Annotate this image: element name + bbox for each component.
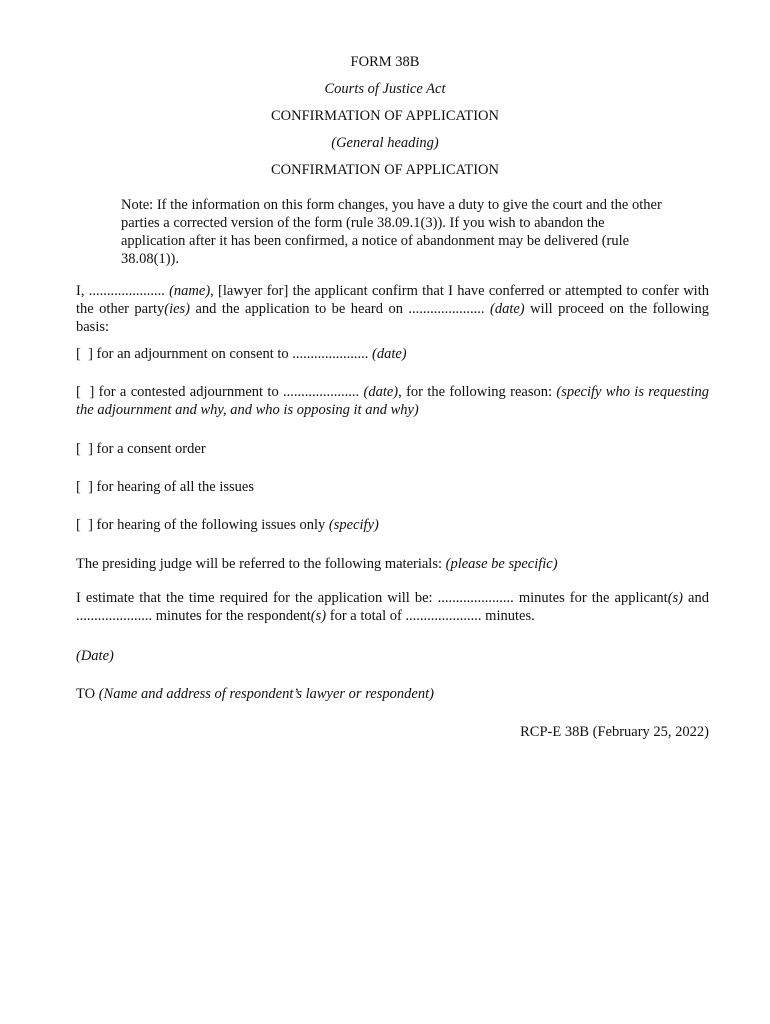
option-following-issues: [ ] for hearing of the following issues only (specify) [76, 517, 379, 533]
checkbox-consent-order[interactable]: [ ] [76, 441, 93, 457]
form-title: CONFIRMATION OF APPLICATION [271, 108, 499, 124]
checkbox-all-issues[interactable]: [ ] [76, 479, 93, 495]
date-placeholder: (date) [490, 301, 525, 317]
to-line: TO (Name and address of respondent’s lawyer or respondent) [76, 686, 434, 702]
general-heading: (General heading) [331, 135, 439, 151]
change-note: Note: If the information on this form changes, you have a duty to give the court and the other parties a corrected version of the form (rule 38.09.1(3)). If you wish to abandon the application after it has been confirmed, a notice of abandonment may be delivered (rule 38.08(1)). [121, 197, 662, 267]
option-adjournment-consent: [ ] for an adjournment on consent to ..................... (date) [76, 346, 407, 362]
checkbox-contested-adjournment[interactable]: [ ] [76, 384, 95, 400]
act-name: Courts of Justice Act [324, 81, 446, 97]
form-footer-code: RCP-E 38B (February 25, 2022) [520, 724, 709, 740]
option-all-issues: [ ] for hearing of all the issues [76, 479, 254, 495]
checkbox-following-issues[interactable]: [ ] [76, 517, 93, 533]
option-contested-adjournment: [ ] for a contested adjournment to ..................... (date), for the following reason: (specify who is requesting the adjournment and why, and who is opposing it and why) [76, 384, 709, 418]
option-consent-order: [ ] for a consent order [76, 441, 206, 457]
form-number: FORM 38B [350, 54, 420, 70]
materials-line: The presiding judge will be referred to the following materials: (please be specific) [76, 556, 558, 572]
name-placeholder: (name) [169, 283, 211, 299]
confirmation-paragraph: I, ..................... (name), [lawyer for] the applicant confirm that I have conferred or attempted to confer with the other party(ies) and the application to be heard on ..................... (date) will proceed on the following basis: [76, 283, 709, 335]
time-estimate-paragraph: I estimate that the time required for the application will be: ..................... minutes for the applicant(s) and ..................... minutes for the respondent(s) for a total of ..................... minutes. [76, 590, 709, 624]
date-label: (Date) [76, 648, 114, 664]
checkbox-adjournment-consent[interactable]: [ ] [76, 346, 93, 362]
form-title-repeat: CONFIRMATION OF APPLICATION [271, 162, 499, 178]
